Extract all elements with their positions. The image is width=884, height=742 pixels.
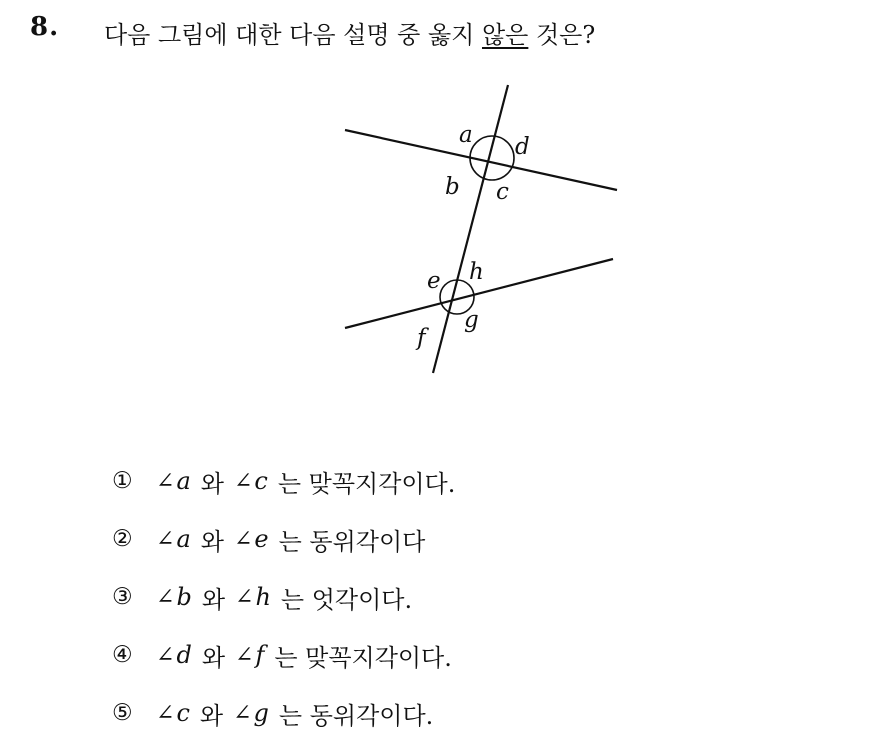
angle-symbol: ∠ — [235, 584, 254, 610]
connector: 와 — [199, 701, 224, 730]
label-f: f — [417, 325, 426, 351]
label-d: d — [515, 134, 530, 160]
angle-var: c — [254, 467, 268, 495]
choice-text: 는 맞꼭지각이다. — [274, 643, 452, 672]
label-e: e — [427, 268, 441, 294]
question-text-before: 다음 그림에 대한 다음 설명 중 옳지 — [104, 21, 482, 49]
choice-number: ② — [112, 526, 133, 552]
label-h: h — [469, 259, 484, 285]
question-text-after: 것은? — [528, 21, 596, 49]
angle-figure — [330, 80, 630, 380]
choice-4[interactable] — [112, 626, 455, 684]
label-g: g — [464, 307, 479, 333]
angle-symbol: ∠ — [233, 526, 253, 552]
angle-var: a — [176, 467, 191, 495]
choice-3[interactable] — [112, 568, 455, 626]
choice-text: 는 동위각이다. — [278, 701, 434, 730]
angle-var: e — [254, 525, 269, 553]
angle-symbol: ∠ — [156, 584, 175, 610]
angle-symbol: ∠ — [156, 700, 175, 726]
connector: 와 — [201, 643, 225, 672]
choice-5[interactable] — [112, 684, 455, 742]
angle-var: b — [176, 583, 192, 611]
choice-number: ③ — [112, 584, 133, 610]
question-text — [104, 15, 595, 50]
label-c: c — [496, 179, 509, 205]
choice-text: 는 맞꼭지각이다. — [277, 469, 456, 498]
angle-var: h — [255, 583, 271, 611]
angle-symbol: ∠ — [156, 526, 175, 552]
angle-var: g — [253, 699, 269, 727]
angle-var: c — [176, 699, 190, 727]
angle-symbol: ∠ — [233, 468, 253, 494]
question-text-underlined: 않은 — [481, 21, 529, 49]
label-a: a — [459, 122, 473, 148]
angle-symbol: ∠ — [233, 700, 252, 726]
angle-symbol: ∠ — [156, 642, 175, 668]
choice-number: ④ — [112, 642, 133, 668]
answer-choices — [112, 452, 455, 742]
connector: 와 — [201, 585, 225, 614]
angle-var: d — [176, 641, 192, 669]
connector: 와 — [200, 527, 224, 556]
choice-text: 는 동위각이다 — [278, 527, 426, 556]
label-b: b — [445, 174, 460, 200]
angle-var: f — [255, 641, 265, 669]
choice-2[interactable] — [112, 510, 455, 568]
choice-1[interactable] — [112, 452, 455, 510]
connector: 와 — [200, 469, 224, 498]
choice-number: ① — [112, 468, 133, 494]
question-number: 8. — [30, 12, 60, 42]
choice-number: ⑤ — [112, 700, 133, 726]
angle-var: a — [176, 525, 191, 553]
angle-symbol: ∠ — [235, 642, 254, 668]
choice-text: 는 엇각이다. — [280, 585, 413, 614]
angle-symbol: ∠ — [156, 468, 175, 494]
